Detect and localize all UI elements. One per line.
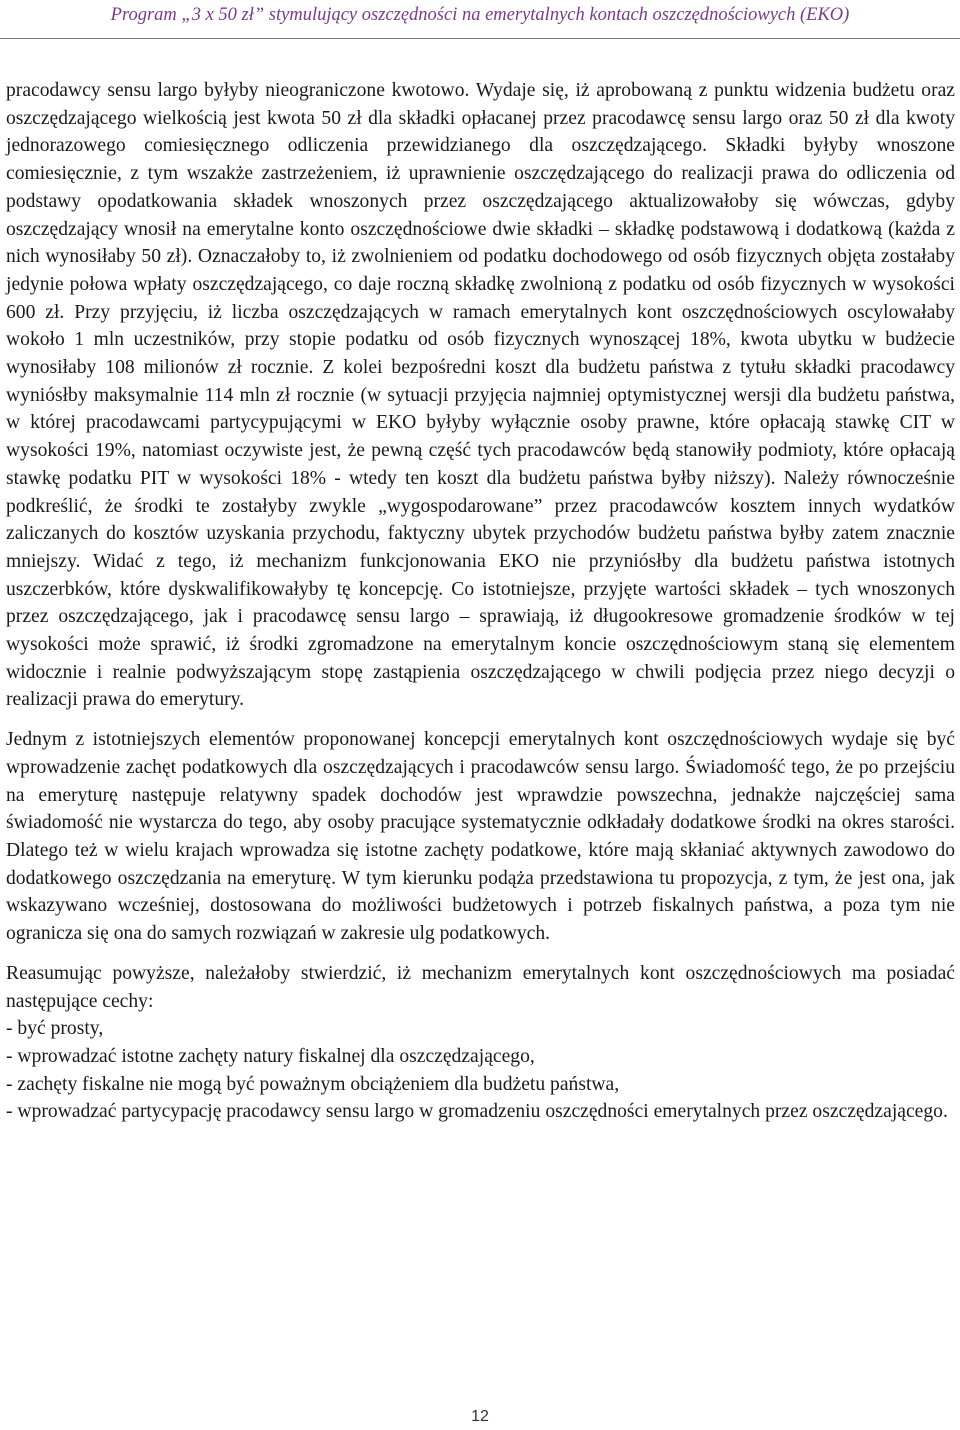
paragraph-tax-incentives: Jednym z istotniejszych elementów proponowanej koncepcji emerytalnych kont oszczędnościowych wydaje się być wprowadzenie zachęt podatkowych dla oszczędzających i pracodawców sensu largo. Świadomość tego, że po przejściu na emeryturę następuje relatywny spadek dochodów jest wprawdzie powszechna, jednakże najczęściej sama świadomość nie wystarcza do tego, aby osoby pracujące systematycznie odkładały dodatkowe środki na okres starości. Dlatego też w wielu krajach wprowadza się istotne zachęty podatkowe, które mają skłaniać aktywnych zawodowo do dodatkowego oszczędzania na emeryturę. W tym kierunku podąża przedstawiona tu propozycja, z tym, że jest ona, jak wskazywano wcześniej, dostosowana do możliwości budżetowych i potrzeb fiskalnych państwa, a poza tym nie ogranicza się ona do samych rozwiązań w zakresie ulg podatkowych. (6, 729, 955, 945)
paragraph-budget-costs: pracodawcy sensu largo byłyby nieograniczone kwotowo. Wydaje się, iż aprobowaną z punktu widzenia budżetu oraz oszczędzającego wielkością jest kwota 50 zł dla składki opłacanej przez pracodawcę sensu largo oraz 50 zł dla kwoty jednorazowego comiesięcznego odliczenia przewidzianego dla oszczędzającego. Składki byłyby wnoszone comiesięcznie, z tym wszakże zastrzeżeniem, iż uprawnienie oszczędzającego do realizacji prawa do odliczenia od podstawy opodatkowania składek wnoszonych przez oszczędzającego aktualizowałoby się wówczas, gdyby oszczędzający wnosił na emerytalne konto oszczędnościowe dwie składki – składkę podstawową i dodatkową (każda z nich wynosiłaby 50 zł). Oznaczałoby to, iż zwolnieniem od podatku dochodowego od osób fizycznych objęta zostałaby jedynie połowa wpłaty oszczędzającego, co daje roczną składkę zwolnioną z podatku od osób fizycznych w wysokości 600 zł. Przy przyjęciu, iż liczba oszczędzających w ramach emerytalnych kont oszczędnościowych oscylowałaby wokoło 1 mln uczestników, przy stopie podatku od osób fizycznych wynoszącej 18%, kwota ubytku w budżecie wynosiłaby 108 milionów zł rocznie. Z kolei bezpośredni koszt dla budżetu państwa z tytułu składki pracodawcy wyniósłby maksymalnie 114 mln zł rocznie (w sytuacji przyjęcia najmniej optymistycznej wersji dla budżetu państwa, w której pracodawcami partycypującymi w EKO byłyby wyłącznie osoby prawne, które opłacają stawkę CIT w wysokości 19%, natomiast oczywiste jest, że pewną część tych pracodawców będą stanowiły podmioty, które opłacają stawkę podatku PIT w wysokości 18% - wtedy ten koszt dla budżetu państwa byłby niższy). Należy równocześnie podkreślić, że środki te zostałyby zwykle „wygospodarowane” przez pracodawców kosztem innych wydatków zaliczanych do kosztów uzyskania przychodu, faktyczny ubytek przychodów budżetu państwa byłby zatem znacznie mniejszy. Widać z tego, iż mechanizm funkcjonowania EKO nie przyniósłby dla budżetu państwa istotnych uszczerbków, które dyskwalifikowałyby tę koncepcję. Co istotniejsze, przyjęte wartości składek – tych wnoszonych przez oszczędzającego, jak i pracodawcę sensu largo – sprawiają, iż długookresowe gromadzenie środków w tej wysokości może sprawić, iż środki zgromadzone na emerytalnym koncie oszczędnościowym staną się elementem widocznie i realnie podwyższającym stopę zastąpienia oszczędzającego w chwili podjęcia przez niego decyzji o realizacji prawa do emerytury. (6, 80, 955, 711)
document-body (6, 77, 955, 1126)
paragraph-summary-intro: Reasumując powyższe, należałoby stwierdzić, iż mechanizm emerytalnych kont oszczędnościowych ma posiadać następujące cechy: (6, 962, 955, 1012)
list-item: - wprowadzać istotne zachęty natury fiskalnej dla oszczędzającego, (6, 1045, 535, 1067)
running-header: Program „3 x 50 zł” stymulujący oszczędności na emerytalnych kontach oszczędnościowych (EKO) (110, 5, 850, 25)
header-divider (0, 38, 960, 39)
page-number: 12 (471, 1408, 489, 1425)
list-item: - zachęty fiskalne nie mogą być poważnym obciążeniem dla budżetu państwa, (6, 1073, 620, 1095)
feature-list (6, 1015, 955, 1126)
list-item: - być prosty, (6, 1018, 104, 1040)
list-item: - wprowadzać partycypację pracodawcy sensu largo w gromadzeniu oszczędności emerytalnych przez oszczędzającego. (6, 1101, 948, 1123)
